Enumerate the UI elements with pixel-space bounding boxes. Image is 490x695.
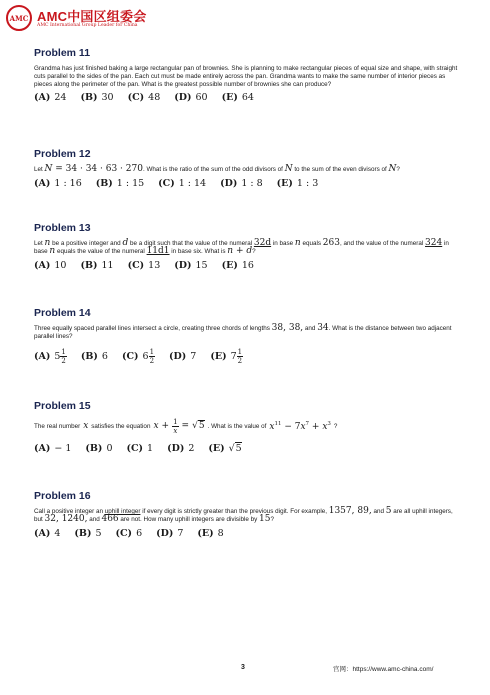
website-link[interactable]: 官网：https://www.amc-china.com/ [333,666,434,673]
answer-choices [34,260,459,271]
choice-e: (E) 16 [221,259,254,271]
choice-e: (E) 8 [197,527,224,539]
choice-d: (D) 7 [169,350,197,362]
choice-b: (B) 5 [74,527,102,539]
problem-13 [34,222,459,271]
choice-b: (B) 6 [80,350,108,362]
choice-a: (A) 4 [34,527,61,539]
choice-c: (C) 1 [126,443,154,454]
choice-c: (C) 1 : 14 [158,177,207,189]
problem-16 [34,490,459,539]
header [6,5,206,35]
problem-title: Problem 13 [34,222,91,234]
problem-text: Call a positive integer an uphill integer if every digit is strictly greater than the previous digit. For example, 1357, 89, and 5 are all uphill integers, but 32, 1240, and 466 are not. How many uphill integers are divisible by 15? [34,506,453,524]
choice-c: (C) 6 [115,527,143,539]
answer-choices [34,443,459,454]
choice-d: (D) 7 [156,527,184,539]
choice-b: (B) 11 [80,259,114,271]
choice-a: (A) 24 [34,92,67,104]
choice-d: (D) 60 [174,92,208,104]
choice-d: (D) 1 : 8 [220,177,263,189]
answer-choices [34,528,459,539]
choice-a: (A) 10 [34,259,67,271]
answer-choices [34,348,459,365]
choice-c: (C) 48 [127,92,161,104]
brand-title: AMC中国区组委会 [37,9,147,24]
choice-d: (D) 15 [174,259,208,271]
problem-text: Let n be a positive integer and d be a digit such that the value of the numeral 32d in base n equals 263, and the value of the numeral 324 in base n equals the value of the numeral 11d1 in base six. What is n + d? [34,238,449,256]
choice-a: (A) 1 : 16 [34,177,82,189]
problem-text: Three equally spaced parallel lines intersect a circle, creating three chords of lengths 38, 38, and 34. What is the distance between two adjacent parallel lines? [34,323,452,340]
choice-a: (A) 5 $\frac{1}{2}$ [34,347,66,365]
problem-title: Problem 12 [34,148,91,160]
choice-d: (D) 2 [167,443,195,454]
problem-14 [34,307,459,365]
choice-c: (C) 13 [127,259,161,271]
problem-title: Problem 11 [34,47,91,59]
amc-seal-logo: AMC [6,5,32,31]
choice-e: (E) 7 $\frac{1}{2}$ [210,347,243,365]
problem-text: Grandma has just finished baking a large rectangular pan of brownies. She is planning to make rectangular pieces of equal size and shape, with straight cuts parallel to the sides of the pan. Each cut must be made entirely across the pan. Grandma wants to make the same number of interior pieces as pieces along the perimeter of the pan. What is the greatest possible number of brownies she can produce? [34,65,458,88]
choice-b: (B) 0 [85,443,113,454]
choice-a: (A) − 1 [34,443,72,454]
problem-11 [34,47,459,103]
choice-b: (B) 1 : 15 [95,177,145,189]
problem-title: Problem 15 [34,400,91,412]
choice-b: (B) 30 [80,92,114,104]
answer-choices [34,92,459,103]
choice-e: (E) 1 : 3 [276,177,319,189]
answer-choices [34,178,459,189]
brand-subtitle: AMC International Group Leader for China [37,23,138,28]
choice-e: (E) 64 [221,92,254,104]
choice-e: (E) √5 [208,443,242,454]
choice-c: (C) 6 $\frac{1}{2}$ [121,347,155,365]
problem-text: The real number x satisfies the equation x + $\frac{1}{x}$ = √5 . What is the value of $x^{11} - 7x^7 + x^3$ ? [34,418,338,435]
problem-title: Problem 16 [34,490,91,502]
problem-12 [34,148,459,189]
problem-text: Let N = 34 · 34 · 63 · 270. What is the ratio of the sum of the odd divisors of N to the sum of the even divisors of N? [34,164,400,174]
page-number: 3 [241,664,245,671]
problem-title: Problem 14 [34,307,91,319]
problem-15 [34,400,459,454]
